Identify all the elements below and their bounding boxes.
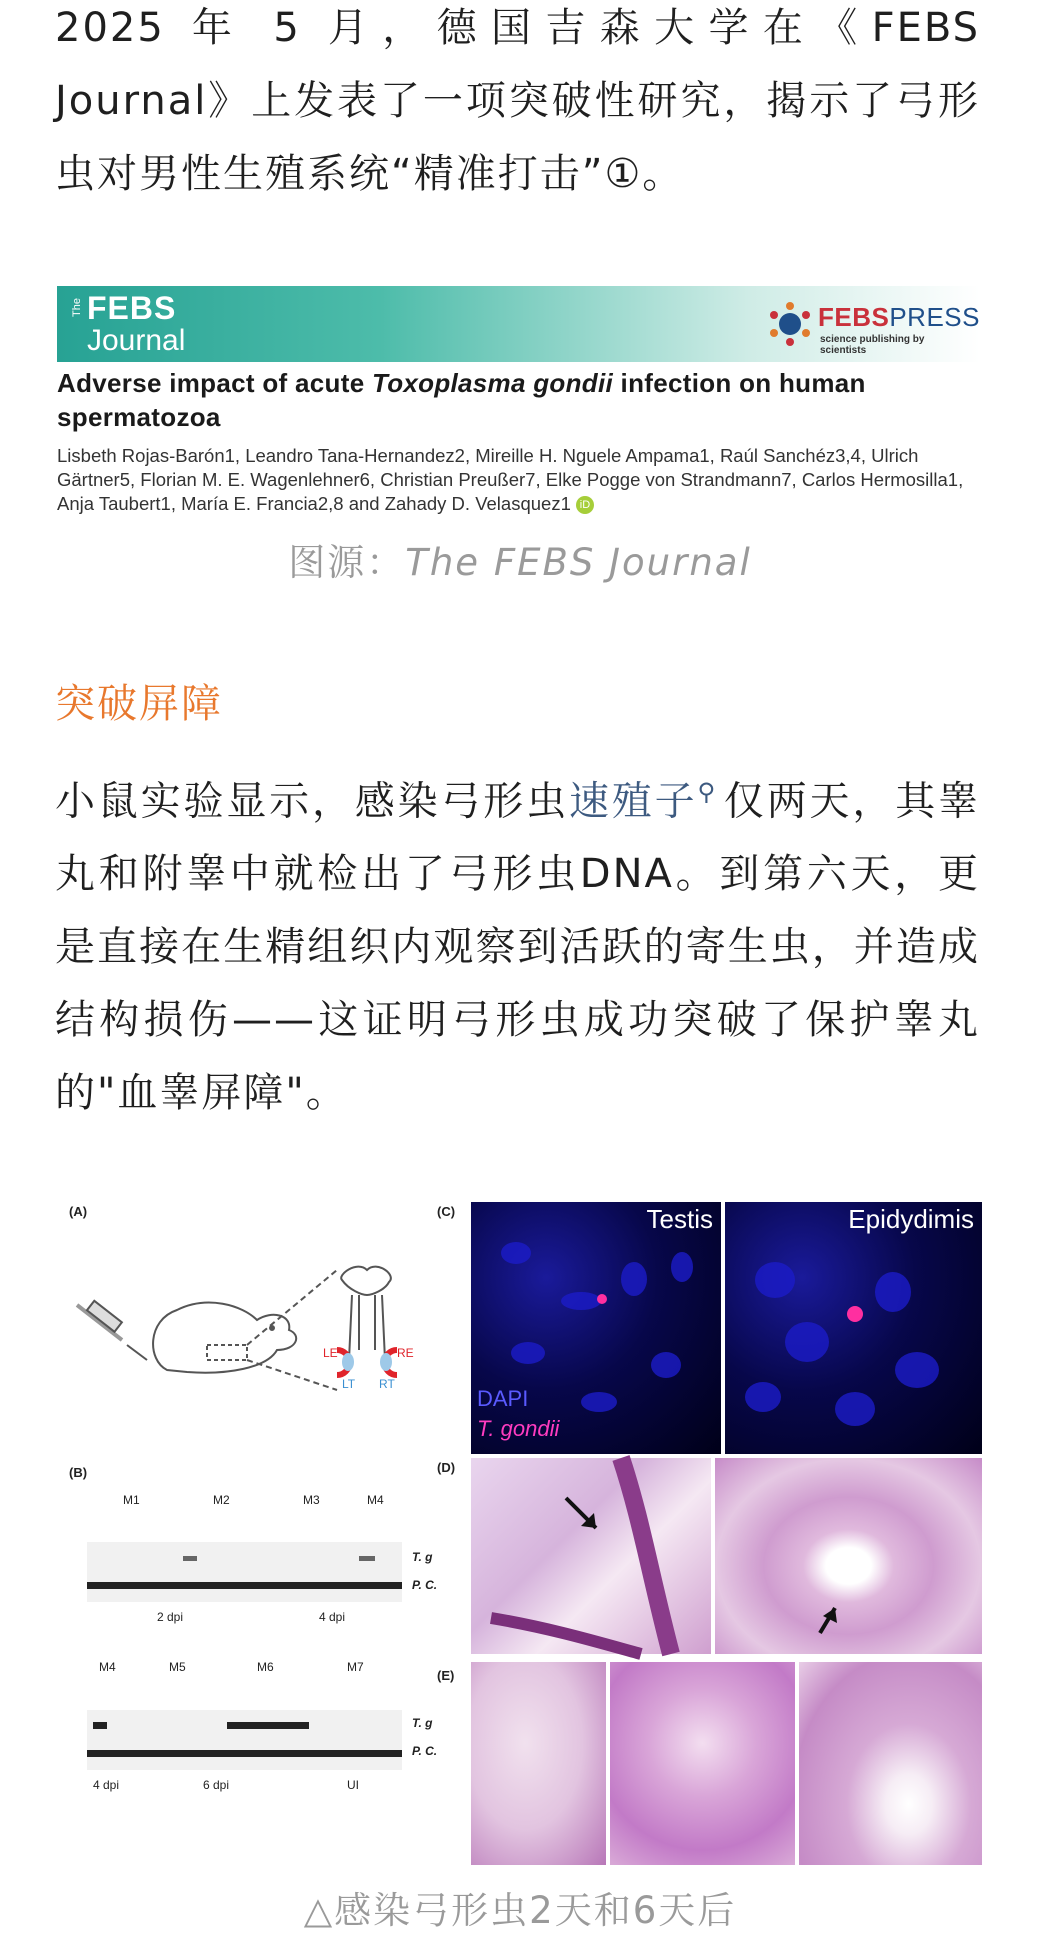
body-paragraph: [55, 756, 980, 1130]
paper-title: [57, 366, 977, 434]
panel-b-label: (B): [69, 1465, 88, 1480]
press-name-bold: FEBS: [818, 302, 890, 332]
press-name-light: PRESS: [889, 302, 980, 332]
intro-paragraph: 2025 年 5 月，德国吉森大学在《FEBS Journal》上发表了一项突破性研究，揭示了弓形虫对男性生殖系统“精准打击”①。: [55, 5, 980, 197]
section-e3-image: [799, 1662, 982, 1865]
gel1-dpi-2: 2 dpi: [157, 1610, 184, 1624]
panel-e-label: (E): [437, 1668, 455, 1683]
gel2-mouse-5: M5: [169, 1660, 186, 1674]
authors-list: Lisbeth Rojas-Barón1, Leandro Tana-Hernandez2, Mireille H. Nguele Ampama1, Raúl Sanchéz3,4, Ulrich Gärtner5, Florian M. E. Wagenlehner6, Christian Preußer7, Elke Pogge von Strandmann7, Carlos Hermosilla1, Anja Taubert1, María E. Francia2,8 and Zahady D. Velasquez1: [57, 445, 964, 514]
research-figure: [57, 1190, 982, 1865]
re-label: RE: [397, 1346, 414, 1360]
image-caption-source: [0, 532, 1040, 586]
section-e2-image: [610, 1662, 795, 1865]
section-e1-image: [471, 1662, 606, 1865]
dapi-label: DAPI: [477, 1386, 529, 1411]
gel1-mouse-1: M1: [123, 1493, 140, 1507]
panel-d-label: (D): [437, 1460, 456, 1475]
epididymis-label: Epidydimis: [848, 1204, 974, 1234]
logo-the: The: [71, 298, 83, 317]
mouse-injection-diagram: [67, 1250, 414, 1400]
gel1-dpi-4: 4 dpi: [319, 1610, 346, 1624]
febs-journal-banner: [57, 286, 980, 362]
gel1-mouse-3: M3: [303, 1493, 320, 1507]
lt-label: LT: [342, 1377, 356, 1391]
febs-press-logo: [760, 296, 980, 356]
paper-title-part1: Adverse impact of acute: [57, 368, 372, 398]
epididymis-he-arrow-icon: [715, 1458, 982, 1654]
body-text-after-link: 仅两天，其睾丸和附睾中就检出了弓形虫DNA。到第六天，更是直接在生精组织内观察到活跃的寄生虫，并造成结构损伤——这证明弓形虫成功突破了保护睾丸的"血睾屏障"。: [55, 778, 981, 1117]
gel2-ui: UI: [347, 1778, 359, 1792]
rt-label: RT: [379, 1377, 395, 1391]
gel1-mouse-2: M2: [213, 1493, 230, 1507]
febs-press-circle-icon: [768, 302, 812, 346]
tgondii-label: T. gondii: [477, 1416, 560, 1441]
testis-label: Testis: [646, 1204, 713, 1234]
gel2-mouse-4: M4: [99, 1660, 116, 1674]
tachyzoite-link[interactable]: 速殖子: [568, 778, 698, 825]
search-icon[interactable]: ⚲: [697, 778, 718, 806]
gel2-mouse-7: M7: [347, 1660, 364, 1674]
le-label: LE: [323, 1346, 338, 1360]
gel2-dpi-6: 6 dpi: [203, 1778, 230, 1792]
epididymis-he-stain-image: [715, 1458, 982, 1654]
gel2-pc-label: P. C.: [412, 1744, 438, 1758]
caption-prefix: 图源：: [288, 541, 406, 584]
testis-he-arrow-icon: [471, 1458, 711, 1654]
figure-caption: △感染弓形虫2天和6天后: [303, 1889, 737, 1932]
epididymis-fluorescence-image: [725, 1202, 982, 1454]
panel-a-label: (A): [69, 1204, 88, 1219]
logo-journal: Journal: [87, 324, 186, 357]
body-text-before-link: 小鼠实验显示，感染弓形虫: [55, 778, 569, 825]
logo-febs: FEBS: [87, 290, 177, 326]
paper-title-part2: infection on human spermatozoa: [57, 368, 866, 432]
paper-title-species: Toxoplasma gondii: [371, 368, 614, 398]
testis-fluorescence-image: [471, 1202, 721, 1454]
caption-source-name: The FEBS Journal: [405, 541, 752, 584]
gel1-tg-label: T. g: [412, 1550, 433, 1564]
paper-authors: [57, 444, 977, 516]
gel2-tg-label: T. g: [412, 1716, 433, 1730]
gel2-mouse-6: M6: [257, 1660, 274, 1674]
section-title: 突破屏障: [55, 681, 223, 727]
orcid-icon: iD: [576, 496, 594, 514]
gel2-dpi-4: 4 dpi: [93, 1778, 120, 1792]
testis-he-stain-image: [471, 1458, 711, 1654]
gel1-mouse-4: M4: [367, 1493, 384, 1507]
gel1-pc-label: P. C.: [412, 1578, 438, 1592]
panel-c-label: (C): [437, 1204, 456, 1219]
press-tagline: science publishing by scientists: [820, 334, 925, 356]
